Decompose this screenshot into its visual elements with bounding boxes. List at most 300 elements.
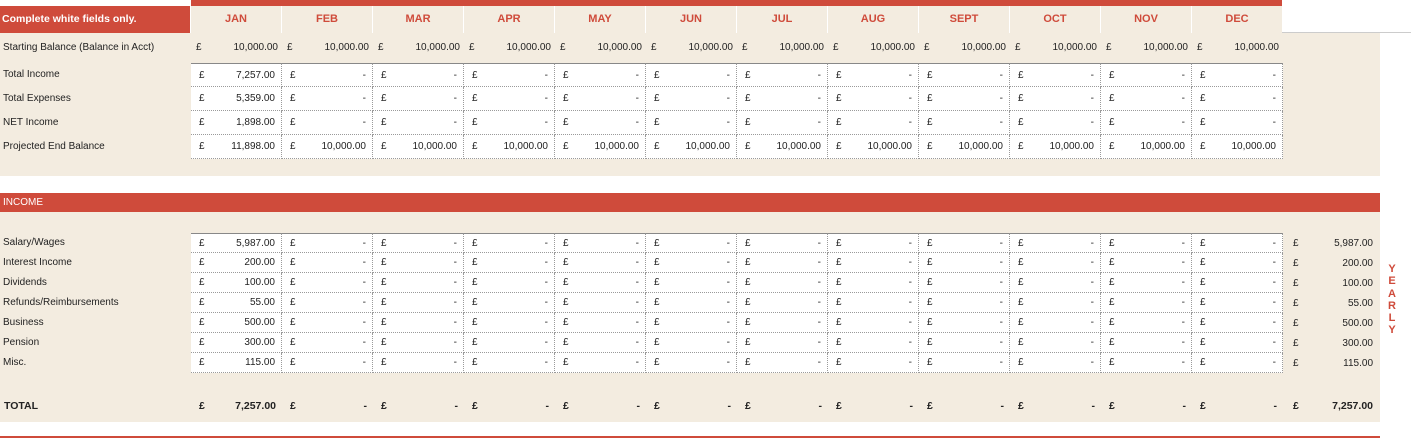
value-cell[interactable] <box>282 293 373 313</box>
value-cell[interactable] <box>1101 353 1192 373</box>
cell-value: - <box>1000 400 1004 412</box>
income-row-label: Pension <box>3 337 40 348</box>
currency-symbol: £ <box>1200 69 1206 81</box>
currency-symbol: £ <box>290 141 296 152</box>
cell-value: - <box>1272 117 1276 128</box>
value-cell <box>828 394 919 418</box>
cell-value: - <box>726 277 730 288</box>
value-cell[interactable] <box>1192 313 1283 333</box>
value-cell <box>464 394 555 418</box>
value-cell <box>282 135 373 159</box>
month-header-mar: MAR <box>373 6 464 33</box>
cell-value: - <box>1181 237 1185 249</box>
value-cell[interactable] <box>373 35 464 60</box>
currency-symbol: £ <box>1200 317 1206 328</box>
cell-value: 115.00 <box>245 357 275 368</box>
value-cell[interactable] <box>464 233 555 253</box>
income-row-label: Misc. <box>3 357 27 368</box>
value-cell[interactable] <box>282 253 373 273</box>
currency-symbol: £ <box>1109 117 1115 128</box>
cell-value: - <box>817 69 821 81</box>
cell-value: 10,000.00 <box>1231 141 1276 152</box>
currency-symbol: £ <box>836 297 842 308</box>
income-row <box>191 273 1283 293</box>
value-cell <box>1192 135 1283 159</box>
cell-value: - <box>908 297 912 308</box>
value-cell[interactable] <box>646 353 737 373</box>
value-cell[interactable] <box>828 293 919 313</box>
value-cell[interactable] <box>191 35 282 60</box>
cell-value: - <box>454 400 458 412</box>
cell-value: - <box>909 400 913 412</box>
cell-value: - <box>1272 357 1276 368</box>
cell-value: - <box>453 237 457 249</box>
value-cell[interactable] <box>737 353 828 373</box>
value-cell[interactable] <box>464 333 555 353</box>
currency-symbol: £ <box>1109 93 1115 104</box>
value-cell[interactable] <box>646 313 737 333</box>
value-cell[interactable] <box>464 293 555 313</box>
cell-value: 10,000.00 <box>597 42 642 53</box>
currency-symbol: £ <box>1293 400 1299 412</box>
value-cell <box>1101 87 1192 111</box>
value-cell <box>1192 394 1283 418</box>
value-cell[interactable] <box>737 293 828 313</box>
currency-symbol: £ <box>563 297 569 308</box>
cell-value: - <box>1181 297 1185 308</box>
currency-symbol: £ <box>290 400 296 412</box>
currency-symbol: £ <box>290 357 296 368</box>
value-cell[interactable] <box>646 35 737 60</box>
value-cell[interactable] <box>737 313 828 333</box>
value-cell[interactable] <box>191 233 282 253</box>
currency-symbol: £ <box>472 297 478 308</box>
cell-value: 10,000.00 <box>688 42 733 53</box>
currency-symbol: £ <box>1293 297 1299 309</box>
currency-symbol: £ <box>199 297 205 308</box>
value-cell[interactable] <box>282 273 373 293</box>
value-cell[interactable] <box>555 313 646 333</box>
currency-symbol: £ <box>1018 117 1024 128</box>
currency-symbol: £ <box>654 400 660 412</box>
currency-symbol: £ <box>654 277 660 288</box>
currency-symbol: £ <box>1018 297 1024 308</box>
cell-value: - <box>453 257 457 268</box>
yearly-value: 300.00 <box>1342 337 1373 349</box>
month-header-jul: JUL <box>737 6 828 33</box>
value-cell[interactable] <box>555 353 646 373</box>
currency-symbol: £ <box>927 237 933 249</box>
currency-symbol: £ <box>745 93 751 104</box>
cell-value: - <box>908 237 912 249</box>
value-cell[interactable] <box>555 333 646 353</box>
currency-symbol: £ <box>1293 277 1299 289</box>
currency-symbol: £ <box>836 257 842 268</box>
currency-symbol: £ <box>381 69 387 81</box>
value-cell[interactable] <box>828 253 919 273</box>
value-cell[interactable] <box>373 353 464 373</box>
cell-value: - <box>1091 400 1095 412</box>
cell-value: - <box>1272 277 1276 288</box>
cell-value: 10,000.00 <box>685 141 730 152</box>
value-cell[interactable] <box>1010 273 1101 293</box>
value-cell[interactable] <box>1101 333 1192 353</box>
currency-symbol: £ <box>1109 297 1115 308</box>
cell-value: - <box>817 117 821 128</box>
value-cell[interactable] <box>828 35 919 60</box>
currency-symbol: £ <box>381 337 387 348</box>
currency-symbol: £ <box>745 357 751 368</box>
value-cell[interactable] <box>828 333 919 353</box>
summary-row <box>191 111 1283 135</box>
value-cell[interactable] <box>1192 293 1283 313</box>
currency-symbol: £ <box>472 141 478 152</box>
cell-value: - <box>1272 257 1276 268</box>
yearly-total-cell <box>1287 253 1377 273</box>
cell-value: - <box>999 317 1003 328</box>
currency-symbol: £ <box>836 357 842 368</box>
value-cell[interactable] <box>919 313 1010 333</box>
value-cell <box>828 63 919 87</box>
value-cell <box>555 63 646 87</box>
value-cell <box>828 135 919 159</box>
cell-value: - <box>726 257 730 268</box>
currency-symbol: £ <box>381 400 387 412</box>
currency-symbol: £ <box>381 257 387 268</box>
currency-symbol: £ <box>563 237 569 249</box>
value-cell[interactable] <box>737 233 828 253</box>
income-row-label: Interest Income <box>3 257 72 268</box>
currency-symbol: £ <box>833 42 839 53</box>
value-cell <box>1192 63 1283 87</box>
value-cell[interactable] <box>555 233 646 253</box>
cell-value: 200.00 <box>244 257 275 268</box>
value-cell[interactable] <box>828 233 919 253</box>
month-header-dec: DEC <box>1192 6 1283 33</box>
value-cell[interactable] <box>737 333 828 353</box>
value-cell[interactable] <box>1010 293 1101 313</box>
cell-value: 11,898.00 <box>231 141 275 152</box>
cell-value: - <box>362 317 366 328</box>
currency-symbol: £ <box>745 117 751 128</box>
value-cell[interactable] <box>1192 273 1283 293</box>
cell-value: 100.00 <box>244 277 275 288</box>
value-cell[interactable] <box>737 273 828 293</box>
currency-symbol: £ <box>381 297 387 308</box>
currency-symbol: £ <box>927 93 933 104</box>
cell-value: 10,000.00 <box>961 42 1006 53</box>
cell-value: - <box>999 337 1003 348</box>
value-cell[interactable] <box>828 273 919 293</box>
cell-value: 10,000.00 <box>867 141 912 152</box>
value-cell[interactable] <box>282 233 373 253</box>
cell-value: - <box>908 93 912 104</box>
value-cell[interactable] <box>191 353 282 373</box>
currency-symbol: £ <box>472 93 478 104</box>
value-cell[interactable] <box>191 333 282 353</box>
currency-symbol: £ <box>742 42 748 53</box>
cell-value: - <box>908 317 912 328</box>
currency-symbol: £ <box>1109 257 1115 268</box>
cell-value: - <box>1090 117 1094 128</box>
income-row-label: Dividends <box>3 277 47 288</box>
value-cell <box>1192 111 1283 135</box>
yearly-total-cell <box>1287 293 1377 313</box>
value-cell <box>555 394 646 418</box>
currency-symbol: £ <box>927 400 933 412</box>
value-cell[interactable] <box>282 353 373 373</box>
value-cell[interactable] <box>191 293 282 313</box>
currency-symbol: £ <box>381 357 387 368</box>
currency-symbol: £ <box>1109 317 1115 328</box>
income-row-label: Refunds/Reimbursements <box>3 297 119 308</box>
value-cell[interactable] <box>1192 35 1283 60</box>
value-cell[interactable] <box>1192 333 1283 353</box>
value-cell[interactable] <box>373 253 464 273</box>
cell-value: - <box>726 297 730 308</box>
cell-value: - <box>544 237 548 249</box>
value-cell[interactable] <box>1192 233 1283 253</box>
cell-value: - <box>635 117 639 128</box>
value-cell[interactable] <box>737 35 828 60</box>
value-cell[interactable] <box>464 35 555 60</box>
cell-value: - <box>362 237 366 249</box>
value-cell[interactable] <box>646 273 737 293</box>
currency-symbol: £ <box>1018 141 1024 152</box>
cell-value: 10,000.00 <box>324 42 369 53</box>
value-cell[interactable] <box>191 313 282 333</box>
cell-value: 300.00 <box>244 337 275 348</box>
summary-row <box>191 63 1283 87</box>
instructions-note: Complete white fields only. <box>0 6 190 33</box>
value-cell[interactable] <box>373 293 464 313</box>
currency-symbol: £ <box>1200 400 1206 412</box>
value-cell[interactable] <box>282 333 373 353</box>
value-cell[interactable] <box>1101 273 1192 293</box>
cell-value: - <box>635 93 639 104</box>
value-cell[interactable] <box>828 313 919 333</box>
value-cell <box>828 87 919 111</box>
value-cell[interactable] <box>282 35 373 60</box>
cell-value: 55.00 <box>249 297 275 308</box>
cell-value: - <box>726 337 730 348</box>
summary-row-label: Projected End Balance <box>3 141 105 152</box>
value-cell[interactable] <box>1010 333 1101 353</box>
value-cell[interactable] <box>828 353 919 373</box>
month-header-apr: APR <box>464 6 555 33</box>
value-cell[interactable] <box>191 273 282 293</box>
currency-symbol: £ <box>290 277 296 288</box>
value-cell[interactable] <box>646 293 737 313</box>
cell-value: 10,000.00 <box>958 141 1003 152</box>
value-cell[interactable] <box>919 273 1010 293</box>
yearly-value: 55.00 <box>1347 297 1373 309</box>
cell-value: - <box>1090 337 1094 348</box>
currency-symbol: £ <box>654 141 660 152</box>
cell-value: 10,000.00 <box>1234 42 1279 53</box>
value-cell[interactable] <box>1010 313 1101 333</box>
currency-symbol: £ <box>1106 42 1112 53</box>
currency-symbol: £ <box>199 400 205 412</box>
month-header-aug: AUG <box>828 6 919 33</box>
value-cell <box>555 135 646 159</box>
value-cell[interactable] <box>646 233 737 253</box>
currency-symbol: £ <box>1200 357 1206 368</box>
cell-value: - <box>453 69 457 81</box>
currency-symbol: £ <box>1018 400 1024 412</box>
value-cell[interactable] <box>555 273 646 293</box>
value-cell[interactable] <box>1192 253 1283 273</box>
currency-symbol: £ <box>927 277 933 288</box>
cell-value: 10,000.00 <box>779 42 824 53</box>
value-cell[interactable] <box>1010 233 1101 253</box>
currency-symbol: £ <box>745 237 751 249</box>
value-cell[interactable] <box>1101 35 1192 60</box>
currency-symbol: £ <box>1293 357 1299 369</box>
currency-symbol: £ <box>745 297 751 308</box>
currency-symbol: £ <box>563 277 569 288</box>
value-cell[interactable] <box>464 353 555 373</box>
cell-value: - <box>362 117 366 128</box>
currency-symbol: £ <box>290 237 296 249</box>
cell-value: - <box>544 257 548 268</box>
value-cell[interactable] <box>464 313 555 333</box>
currency-symbol: £ <box>563 141 569 152</box>
total-row <box>191 394 1283 418</box>
cell-value: - <box>453 117 457 128</box>
value-cell[interactable] <box>555 293 646 313</box>
value-cell[interactable] <box>1101 313 1192 333</box>
value-cell[interactable] <box>373 233 464 253</box>
currency-symbol: £ <box>745 141 751 152</box>
cell-value: - <box>544 277 548 288</box>
currency-symbol: £ <box>290 117 296 128</box>
value-cell[interactable] <box>919 353 1010 373</box>
value-cell <box>919 135 1010 159</box>
cell-value: - <box>817 277 821 288</box>
value-cell <box>919 87 1010 111</box>
value-cell[interactable] <box>1010 253 1101 273</box>
value-cell[interactable] <box>1101 253 1192 273</box>
currency-symbol: £ <box>651 42 657 53</box>
yearly-value: 115.00 <box>1343 357 1373 369</box>
currency-symbol: £ <box>1109 69 1115 81</box>
value-cell[interactable] <box>1101 233 1192 253</box>
yearly-label: Y E A R L Y <box>1388 263 1396 337</box>
month-header-jan: JAN <box>191 6 282 33</box>
cell-value: - <box>999 277 1003 288</box>
value-cell[interactable] <box>919 333 1010 353</box>
cell-value: - <box>908 357 912 368</box>
currency-symbol: £ <box>199 117 205 128</box>
value-cell[interactable] <box>919 233 1010 253</box>
value-cell <box>373 63 464 87</box>
starting-balance-label: Starting Balance (Balance in Acct) <box>3 42 155 53</box>
value-cell[interactable] <box>1192 353 1283 373</box>
value-cell[interactable] <box>464 253 555 273</box>
value-cell[interactable] <box>373 313 464 333</box>
value-cell <box>282 394 373 418</box>
value-cell <box>373 111 464 135</box>
cell-value: - <box>999 93 1003 104</box>
value-cell <box>646 135 737 159</box>
value-cell[interactable] <box>282 313 373 333</box>
currency-symbol: £ <box>381 277 387 288</box>
value-cell[interactable] <box>737 253 828 273</box>
currency-symbol: £ <box>927 257 933 268</box>
value-cell[interactable] <box>646 333 737 353</box>
value-cell[interactable] <box>373 273 464 293</box>
value-cell[interactable] <box>919 35 1010 60</box>
month-header-may: MAY <box>555 6 646 33</box>
value-cell <box>464 135 555 159</box>
cell-value: - <box>635 69 639 81</box>
cell-value: 5,987.00 <box>236 237 275 249</box>
cell-value: - <box>453 297 457 308</box>
value-cell[interactable] <box>555 253 646 273</box>
value-cell <box>1101 135 1192 159</box>
value-cell <box>1101 394 1192 418</box>
summary-row <box>191 135 1283 159</box>
currency-symbol: £ <box>563 337 569 348</box>
cell-value: - <box>1090 257 1094 268</box>
value-cell[interactable] <box>1101 293 1192 313</box>
currency-symbol: £ <box>196 42 202 53</box>
currency-symbol: £ <box>1109 337 1115 348</box>
value-cell <box>737 394 828 418</box>
value-cell <box>919 394 1010 418</box>
cell-value: - <box>362 357 366 368</box>
value-cell[interactable] <box>464 273 555 293</box>
value-cell[interactable] <box>646 253 737 273</box>
cell-value: 10,000.00 <box>1140 141 1185 152</box>
cell-value: - <box>1181 257 1185 268</box>
currency-symbol: £ <box>1293 337 1299 349</box>
cell-value: - <box>635 297 639 308</box>
cell-value: - <box>544 297 548 308</box>
cell-value: 10,000.00 <box>412 141 457 152</box>
currency-symbol: £ <box>563 257 569 268</box>
cell-value: - <box>1181 93 1185 104</box>
currency-symbol: £ <box>472 337 478 348</box>
currency-symbol: £ <box>199 69 205 81</box>
cell-value: - <box>545 400 549 412</box>
yearly-value: 200.00 <box>1342 257 1373 269</box>
value-cell <box>191 135 282 159</box>
cell-value: - <box>1090 297 1094 308</box>
currency-symbol: £ <box>290 93 296 104</box>
currency-symbol: £ <box>927 117 933 128</box>
currency-symbol: £ <box>563 357 569 368</box>
value-cell[interactable] <box>373 333 464 353</box>
value-cell[interactable] <box>919 253 1010 273</box>
value-cell <box>191 63 282 87</box>
value-cell[interactable] <box>1010 353 1101 373</box>
month-header-nov: NOV <box>1101 6 1192 33</box>
currency-symbol: £ <box>290 69 296 81</box>
value-cell[interactable] <box>191 253 282 273</box>
currency-symbol: £ <box>199 277 205 288</box>
value-cell[interactable] <box>555 35 646 60</box>
total-yearly-value: 7,257.00 <box>1332 400 1373 412</box>
currency-symbol: £ <box>836 277 842 288</box>
value-cell[interactable] <box>1010 35 1101 60</box>
currency-symbol: £ <box>745 277 751 288</box>
value-cell[interactable] <box>919 293 1010 313</box>
currency-symbol: £ <box>927 297 933 308</box>
cell-value: - <box>544 93 548 104</box>
currency-symbol: £ <box>290 297 296 308</box>
